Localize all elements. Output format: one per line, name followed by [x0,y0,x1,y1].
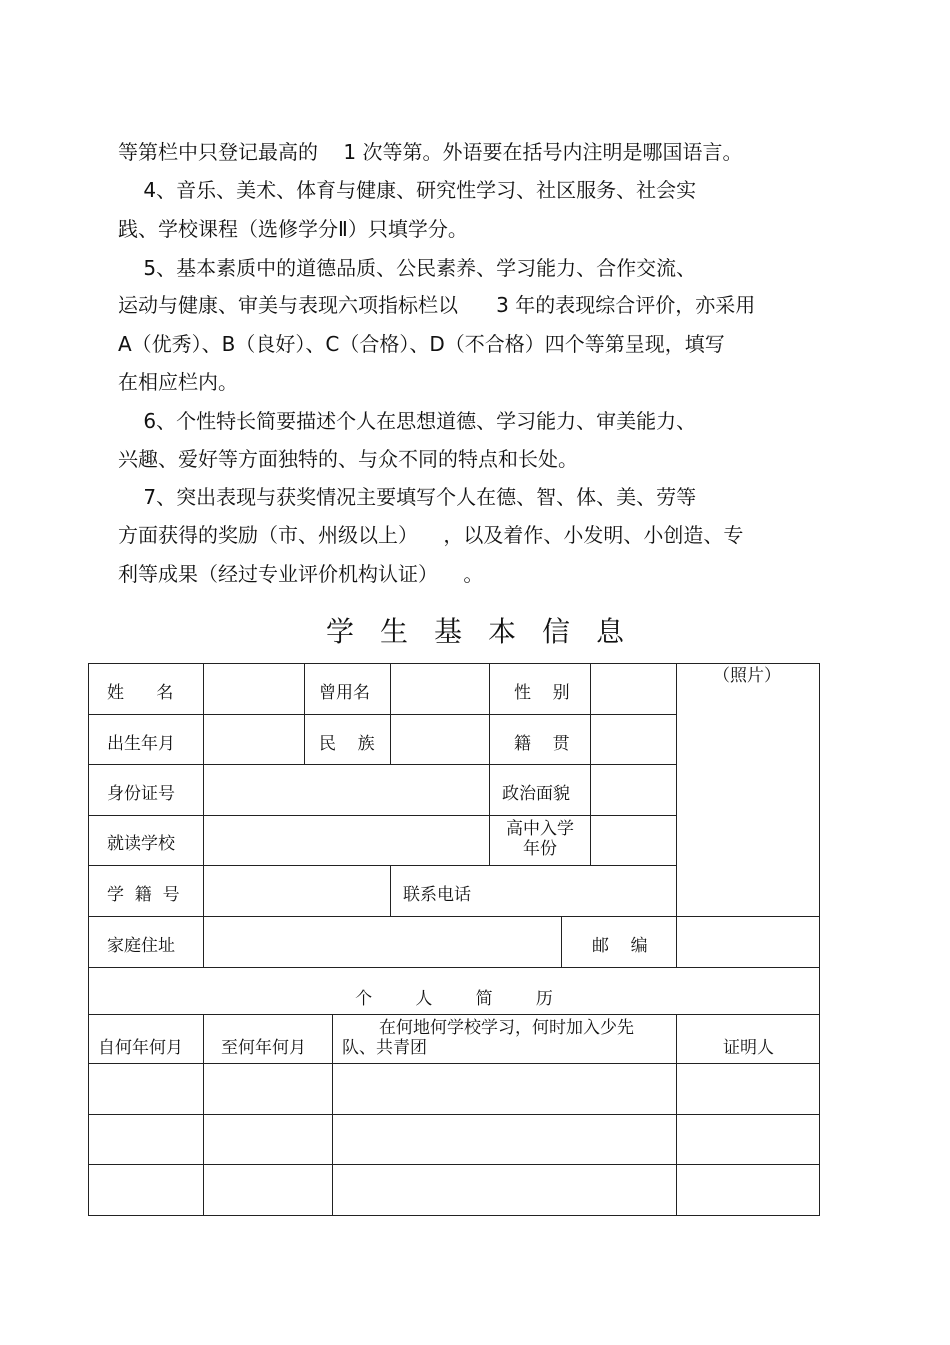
ethnicity-label: 民 族 [319,734,375,754]
paragraph-line: 在相应栏内。 [118,370,238,394]
grid-line [88,663,820,664]
gender-label: 性 别 [514,683,570,703]
birth-label: 出生年月 [107,734,175,754]
paragraph-line: A（优秀）、B（良好）、C（合格）、D（不合格）四个等第呈现，填写 [118,332,725,356]
school-label: 就读学校 [107,834,175,854]
student-info-form [88,663,820,1216]
grid-line [88,663,89,1216]
grid-line [88,916,820,917]
grid-line [304,663,305,764]
resume-witness-header: 证明人 [723,1038,774,1058]
phone-label: 联系电话 [403,885,471,905]
paragraph-line: 等第栏中只登记最高的 1 次等第。外语要在括号内注明是哪国语言。 [118,140,743,164]
grid-line [819,663,820,1216]
grid-line [203,663,204,967]
grid-line [390,663,391,764]
postcode-label: 邮 编 [592,936,648,956]
student-number-label: 学 籍 号 [107,885,180,905]
grid-line [88,1164,820,1165]
resume-from-header: 自何年何月 [98,1038,183,1058]
grid-line [676,663,677,967]
paragraph-line: 方面获得的奖励（市、州级以上） ，以及着作、小发明、小创造、专 [118,523,744,547]
paragraph-line: 6、个性特长简要描述个人在思想道德、学习能力、审美能力、 [118,409,697,433]
page-title: 学生基本信息 [325,615,650,648]
paragraph-line: 5、基本素质中的道德品质、公民素养、学习能力、合作交流、 [118,256,697,280]
paragraph-line: 7、突出表现与获奖情况主要填写个人在德、智、体、美、劳等 [118,485,697,509]
resume-title: 个 人 简 历 [355,989,553,1009]
grid-line [88,1014,820,1015]
resume-to-header: 至何年何月 [221,1038,306,1058]
paragraph-line: 兴趣、爱好等方面独特的、与众不同的特点和长处。 [118,447,578,471]
grid-line [88,1114,820,1115]
grid-line [390,865,391,916]
native-place-label: 籍 贯 [514,734,570,754]
grid-line [88,967,820,968]
grid-line [88,1215,820,1216]
grid-line [88,714,676,715]
resume-desc-header: 在何地何学校学习，何时加入少先 队、共青团 [342,1018,634,1058]
grid-line [676,1014,677,1216]
paragraph-line: 利等成果（经过专业评价机构认证） 。 [118,562,484,586]
paragraph-line: 4、音乐、美术、体育与健康、研究性学习、社区服务、社会实 [118,178,697,202]
political-status-label: 政治面貌 [502,784,570,804]
enroll-year-label: 高中入学 年份 [506,819,574,859]
grid-line [88,764,676,765]
paragraph-line: 践、学校课程（选修学分Ⅱ）只填学分。 [118,217,468,241]
grid-line [332,1014,333,1216]
grid-line [88,865,676,866]
photo-label: （照片） [713,666,781,686]
grid-line [561,916,562,967]
former-name-label: 曾用名 [319,683,370,703]
grid-line [88,1063,820,1064]
grid-line [590,663,591,865]
paragraph-line: 运动与健康、审美与表现六项指标栏以 3 年的表现综合评价，亦采用 [118,293,756,317]
name-label: 姓 名 [107,683,174,703]
id-number-label: 身份证号 [107,784,175,804]
address-label: 家庭住址 [107,936,175,956]
grid-line [88,815,676,816]
grid-line [203,1014,204,1216]
